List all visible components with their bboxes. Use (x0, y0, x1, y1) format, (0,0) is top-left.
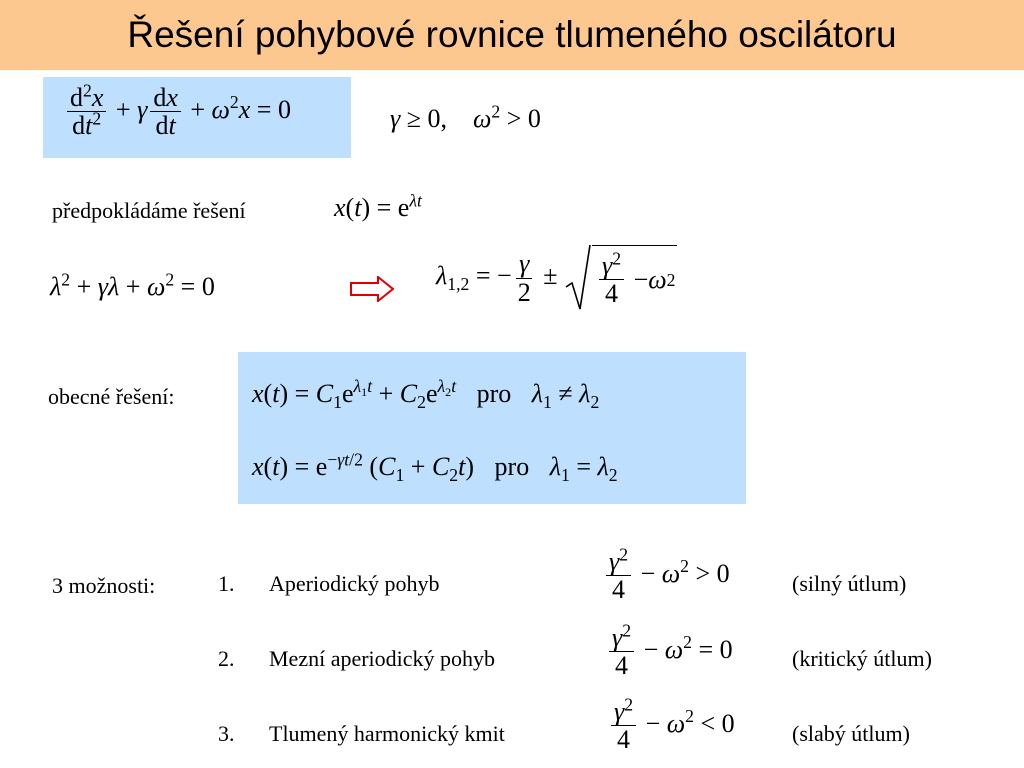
list-item-note: (silný útlum) (792, 571, 907, 596)
list-item-number: 2. (218, 646, 235, 671)
list-item-condition: $\frac{\gamma^2}{4}$ − $\omega^2 = 0$ (606, 624, 733, 680)
list-item-condition: $\frac{\gamma^2}{4}$ − $\omega^2 > 0$ (603, 548, 730, 604)
general-solution-double-root: $x(t) = e^{-\gamma t/2}$ $(C_1 + C_2t)$ pro $\lambda_1 = \lambda_2$ (252, 449, 618, 486)
assumed-solution: $x(t) = e^{\lambda t}$ (334, 190, 422, 222)
pro-label: pro (476, 379, 512, 408)
parameter-conditions: γ ≥ 0, $\omega^2 > 0$ (390, 101, 541, 133)
title-bar (0, 0, 1024, 70)
list-item-number: 3. (218, 721, 235, 746)
assumption-label: předpokládáme řešení (52, 198, 246, 223)
list-item-name: Tlumený harmonický kmit (269, 721, 505, 746)
right-arrow-icon (350, 276, 394, 302)
list-item-condition: $\frac{\gamma^2}{4}$ − $\omega^2 < 0$ (608, 698, 735, 754)
characteristic-roots: $\lambda_{1,2}$ = − $\frac{\gamma}{2}$ ± $\frac{\gamma^2}{4}$ − ω 2 (436, 243, 677, 313)
list-item-name: Mezní aperiodický pohyb (269, 646, 496, 671)
pro-label: pro (494, 452, 530, 481)
page-title: Řešení pohybové rovnice tlumeného oscilátoru (127, 14, 897, 55)
equation-of-motion: $\frac{d^2x}{dt^2}$ + γ $\frac{dx}{dt}$ + $\omega^2x = 0$ (64, 84, 291, 140)
list-item-name: Aperiodický pohyb (269, 571, 440, 596)
characteristic-equation: $\lambda^2 + \gamma\lambda + \omega^2 = 0$ (50, 269, 215, 301)
general-solution-label: obecné řešení: (48, 384, 175, 409)
possibilities-label: 3 možnosti: (52, 573, 156, 598)
general-solution-distinct-roots: $x(t) = C_1e^{\lambda_1t} + C_2e^{\lambda_2t}$ pro $\lambda_1 \ne \lambda_2$ (252, 376, 600, 413)
list-item-number: 1. (218, 571, 235, 596)
list-item-note: (slabý útlum) (792, 721, 910, 746)
list-item-note: (kritický útlum) (792, 646, 932, 671)
